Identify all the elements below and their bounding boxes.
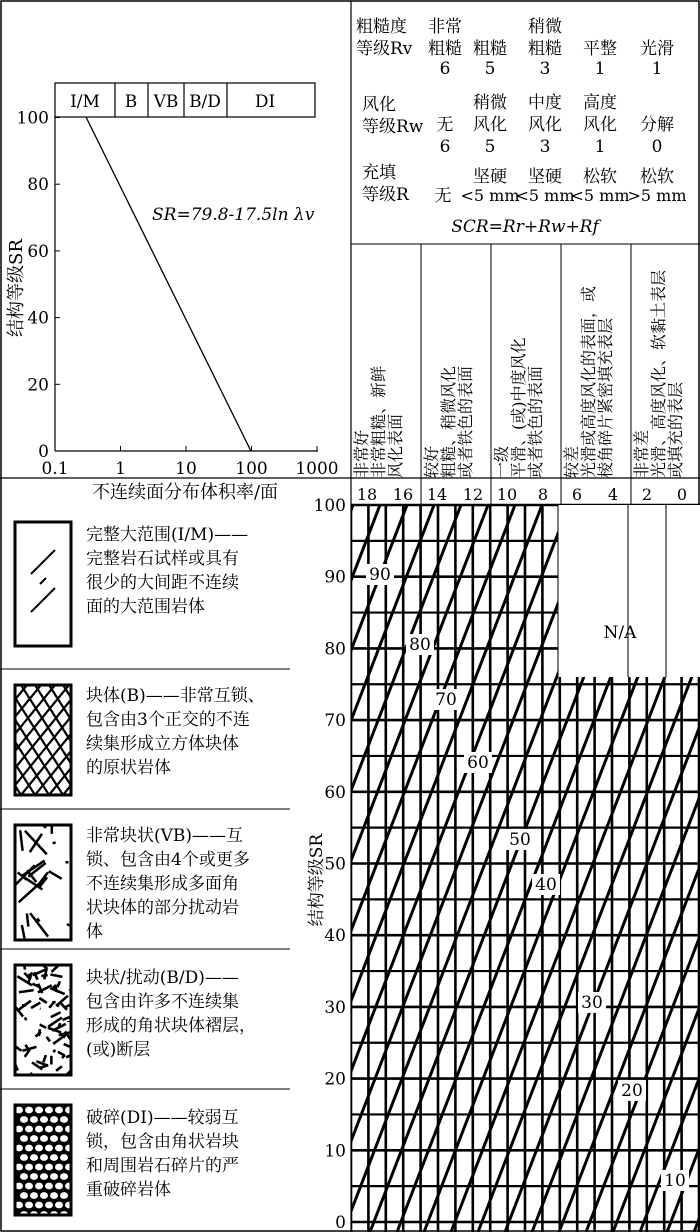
surface-col-text: 或者铁色的表面 — [526, 365, 545, 478]
weathering-row — [437, 93, 675, 157]
intact-pattern — [15, 522, 71, 646]
surface-col-text: 较差 — [562, 445, 581, 478]
surface-col-value: 18 — [356, 485, 378, 504]
roughness-label-2: 等级Rv — [356, 39, 413, 59]
contour-label: 10 — [664, 1171, 686, 1191]
structure-description-line: 面的大范围岩体 — [86, 597, 205, 617]
top-y-tick-label: 80 — [27, 175, 49, 196]
surface-col-text: 非常好 — [352, 429, 371, 478]
roughness-item-value: 3 — [539, 59, 551, 79]
main-y-tick-label: 90 — [324, 567, 346, 588]
surface-col-text: 或填充的表层 — [666, 381, 685, 478]
surface-col-text: 光滑、高度风化、软黏土表层 — [649, 269, 668, 478]
contour-label: 80 — [409, 635, 431, 655]
contour-label: 60 — [467, 753, 489, 773]
surface-col-text: 风化表面 — [386, 413, 405, 478]
infilling-row — [435, 167, 687, 206]
contour-label: 40 — [535, 875, 557, 895]
roughness-item-line2: 粗糙 — [528, 39, 562, 59]
weathering-label-1: 风化 — [362, 95, 396, 115]
surface-col-text: 或者铁色的表面 — [456, 365, 475, 478]
structure-description-line: 完整岩石试样或具有 — [86, 549, 239, 569]
roughness-row — [428, 17, 674, 79]
surface-col-value: 8 — [537, 485, 549, 504]
surface-col-value: 6 — [571, 485, 583, 504]
surface-col-value: 4 — [607, 485, 619, 504]
main-y-tick-label: 50 — [324, 854, 346, 875]
weathering-item-line2: 风化 — [528, 115, 562, 135]
weathering-item-line1: 中度 — [528, 93, 562, 113]
surface-col-text: 非常差 — [632, 429, 651, 478]
top-x-axis-label: 不连续面分布体积率/面 — [91, 482, 279, 503]
infilling-item-line2: <5 mm — [570, 186, 630, 205]
structure-description-line: 不连续集形成多面角 — [86, 874, 239, 894]
infilling-item-line2: <5 mm — [460, 186, 520, 205]
top-y-tick-label: 100 — [16, 108, 49, 129]
main-y-tick-label: 100 — [313, 496, 346, 516]
infilling-item-line1: 坚硬 — [528, 167, 562, 187]
structure-description-line: 状块体的部分扰动岩 — [86, 898, 239, 918]
weathering-label-2: 等级Rw — [362, 117, 424, 137]
structure-description-line: 包含由许多不连续集 — [86, 992, 239, 1012]
structure-description-line: 续集形成立方体块体 — [86, 734, 239, 754]
structure-description-line: 完整大范围(I/M)—— — [86, 525, 249, 545]
top-x-tick-label: 1 — [115, 459, 126, 479]
very-blocky-pattern — [14, 821, 80, 940]
main-y-axis-label: 结构等级SR — [307, 833, 327, 927]
top-chart — [6, 83, 339, 503]
roughness-item-line2: 粗糙 — [428, 39, 462, 59]
na-cover — [558, 505, 700, 677]
surface-col-value: 12 — [462, 485, 484, 504]
roughness-item-value: 5 — [484, 59, 496, 79]
structure-description-line: 破碎(DI)——较弱互 — [86, 1108, 239, 1128]
surface-col-text: 棱角碎片紧密填充表层 — [596, 317, 615, 478]
structure-intact — [15, 522, 71, 646]
surface-col-text: 光滑或高度风化的表面，或 — [579, 285, 598, 478]
contour-label: 50 — [509, 830, 531, 850]
surface-col-text: 一级 — [492, 445, 511, 478]
top-x-tick-label: 1000 — [295, 459, 339, 479]
roughness-item-value: 1 — [594, 59, 606, 79]
top-y-tick-label: 40 — [27, 308, 49, 329]
main-y-tick-label: 10 — [324, 1141, 346, 1162]
surface-col-value: 14 — [426, 485, 448, 504]
main-y-tick-label: 80 — [324, 639, 346, 660]
infilling-item-line2: >5 mm — [627, 186, 687, 205]
top-y-tick-label: 20 — [27, 375, 49, 396]
surface-col-value: 2 — [641, 485, 653, 504]
main-y-tick-label: 60 — [324, 782, 346, 803]
weathering-item-value: 6 — [439, 137, 451, 157]
weathering-item-value: 1 — [594, 137, 606, 157]
top-ticks — [55, 118, 317, 452]
roughness-item-line2: 粗糙 — [473, 39, 507, 59]
structure-description-line: 的原状岩体 — [86, 758, 171, 778]
top-y-tick-label: 0 — [38, 442, 49, 462]
surface-col-value: 0 — [676, 485, 688, 504]
top-x-tick-label: 100 — [235, 459, 268, 479]
main-y-tick-label: 0 — [335, 1213, 346, 1232]
main-y-tick-label: 20 — [324, 1069, 346, 1090]
structure-description-line: 锁，包含由角状岩块 — [86, 1132, 239, 1152]
weathering-item-line2: 风化 — [473, 115, 507, 135]
surface-col-text: 非常粗糙、新鲜 — [369, 365, 388, 478]
weathering-item-value: 3 — [539, 137, 551, 157]
class-label-b: B — [124, 92, 138, 112]
roughness-item-line2: 光滑 — [640, 39, 674, 59]
ratings-table — [356, 16, 687, 237]
structure-description-line: 块状/扰动(B/D)—— — [86, 968, 239, 988]
structure-description-line: (或)断层 — [86, 1040, 151, 1060]
weathering-item-line2: 风化 — [583, 115, 617, 135]
surface-col-value: 16 — [392, 485, 414, 504]
surface-col-value: 10 — [496, 485, 518, 504]
class-label-im: I/M — [70, 92, 100, 112]
contour-label: 30 — [581, 993, 603, 1013]
infilling-item-line2: 无 — [434, 186, 452, 206]
surface-condition-header — [352, 244, 687, 505]
contour-line — [208, 505, 488, 1232]
structure-description-line: 和周围岩石碎片的严 — [86, 1156, 239, 1176]
roughness-item-line2: 平整 — [583, 39, 617, 59]
class-label-bd: B/D — [189, 92, 221, 112]
roughness-item-value: 1 — [651, 59, 663, 79]
structure-list — [0, 522, 265, 1218]
main-y-tick-label: 40 — [324, 926, 346, 947]
structure-description-line: 非常块状(VB)——互 — [86, 826, 244, 846]
sr-formula: SR=79.8-17.5ln λv — [152, 205, 315, 225]
roughness-item-line1: 稍微 — [528, 17, 562, 37]
structure-disintegrated — [15, 1105, 78, 1218]
infilling-item-line2: <5 mm — [515, 186, 575, 205]
infilling-item-line1: 坚硬 — [473, 167, 507, 187]
surface-col-text: 粗糙、稍微风化 — [439, 365, 458, 478]
structure-description-line: 包含由3个正交的不连 — [86, 710, 250, 730]
sr-regression-line — [86, 118, 251, 452]
main-y-tick-label: 30 — [324, 997, 346, 1018]
scr-formula: SCR=Rr+Rw+Rf — [451, 217, 599, 237]
structure-description-line: 形成的角状块体褶层， — [86, 1016, 256, 1036]
top-y-axis-label: 结构等级SR — [6, 239, 27, 337]
surface-col-text: 较好 — [422, 445, 441, 478]
top-x-tick-label: 10 — [175, 459, 197, 479]
infilling-item-line1: 松软 — [640, 167, 674, 187]
class-label-vb: VB — [153, 92, 179, 112]
surface-col-text: 平滑、(或)中度风化 — [509, 337, 528, 478]
weathering-item-line1: 高度 — [583, 93, 617, 113]
roughness-item-line1: 非常 — [428, 17, 462, 37]
structure-description-line: 很少的大间距不连续 — [86, 573, 239, 593]
class-label-di: DI — [254, 92, 276, 112]
infilling-label-2: 等级R — [362, 185, 409, 205]
weathering-item-line1: 稍微 — [473, 93, 507, 113]
structure-blocky-disturbed — [10, 961, 83, 1079]
top-axes — [55, 117, 318, 451]
weathering-item-value: 0 — [651, 137, 663, 157]
main-y-tick-label: 70 — [324, 711, 346, 732]
structure-very-blocky — [14, 821, 80, 940]
infilling-item-line1: 松软 — [583, 167, 617, 187]
contour-label: 70 — [435, 690, 457, 710]
weathering-item-line2: 无 — [436, 115, 454, 135]
structure-description-line: 体 — [86, 922, 103, 942]
roughness-label-1: 粗糙度 — [356, 17, 407, 37]
top-x-tick-label: 0.1 — [41, 459, 69, 479]
structure-description-line: 块体(B)——非常互锁、 — [86, 686, 265, 706]
weathering-item-line2: 分解 — [640, 115, 674, 135]
contour-label: 20 — [621, 1081, 643, 1101]
structure-descriptions — [86, 525, 265, 1200]
na-label: N/A — [603, 623, 637, 643]
weathering-item-value: 5 — [484, 137, 496, 157]
contour-label: 90 — [369, 565, 391, 585]
disintegrated-pattern — [15, 1105, 78, 1218]
top-y-tick-label: 60 — [27, 241, 49, 262]
top-tick-labels — [17, 109, 339, 480]
structure-description-line: 重破碎岩体 — [86, 1180, 171, 1200]
structure-description-line: 锁、包含由4个或更多 — [86, 850, 250, 870]
infilling-label-1: 充填 — [362, 163, 396, 183]
roughness-item-value: 6 — [439, 59, 451, 79]
